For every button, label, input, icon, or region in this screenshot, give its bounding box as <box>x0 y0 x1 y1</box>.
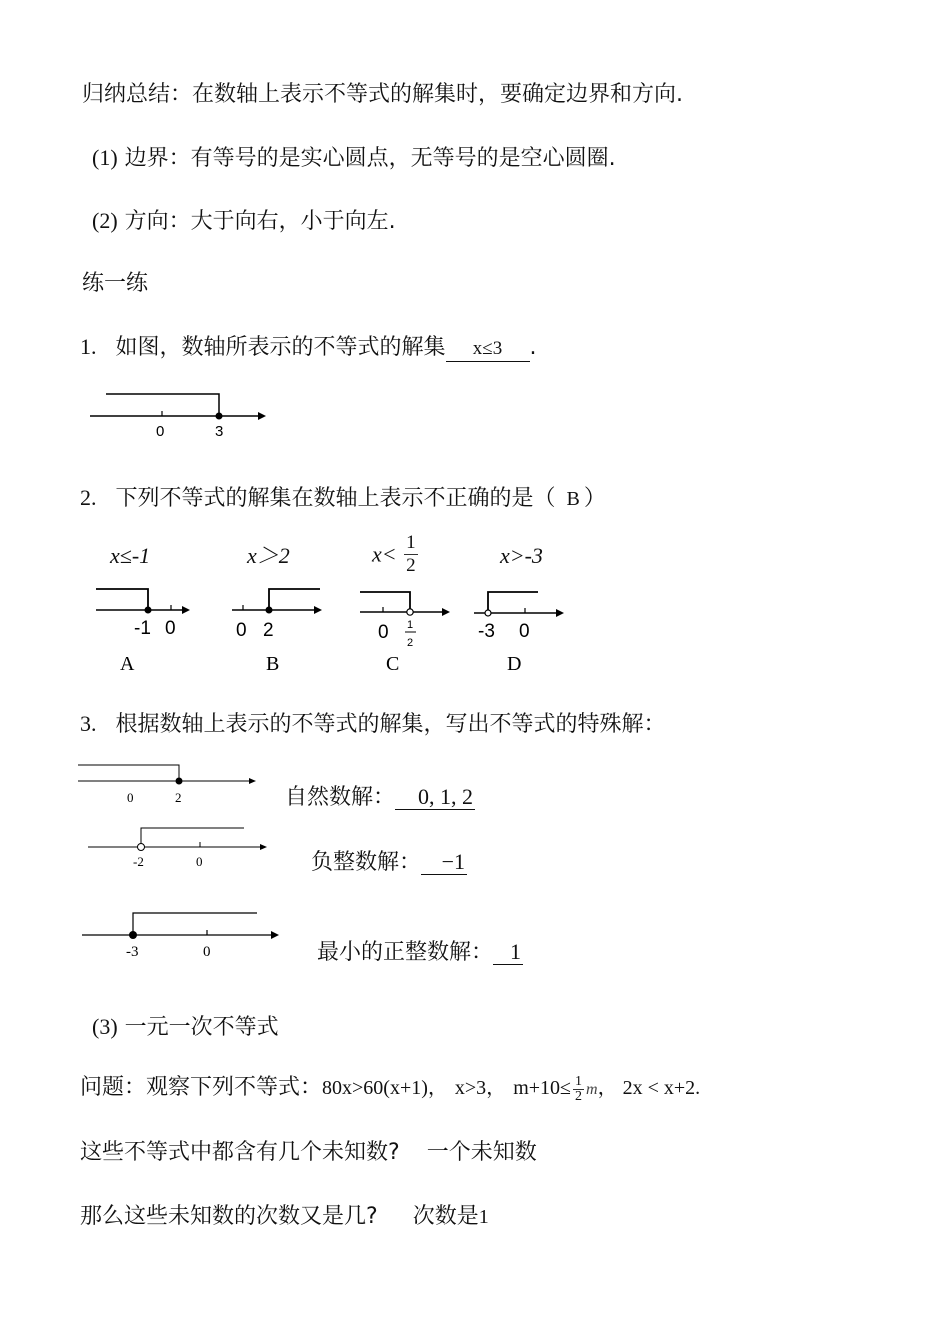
question-end: . <box>529 335 537 360</box>
number-line-positive <box>82 908 292 964</box>
natural-number-answer <box>285 784 475 812</box>
inequality-2: x>3， <box>454 1077 507 1099</box>
answer-blank: −1 <box>421 850 467 875</box>
tick-label: -1 <box>134 618 151 639</box>
inequality-1: 80x>60(x+1)， <box>322 1077 448 1099</box>
answer-label: 负整数解： <box>311 850 422 875</box>
tick-label: 0 <box>127 790 134 805</box>
question-text: 根据数轴上表示的不等式的解集，写出不等式的特殊解： <box>115 712 666 737</box>
fraction <box>404 532 418 577</box>
item-text: 方向：大于向右，小于向左. <box>124 209 396 234</box>
tick-label: -3 <box>478 621 495 642</box>
question-3 <box>80 710 666 739</box>
tick-label: 0 <box>378 622 389 643</box>
tick-label: 0 <box>519 621 530 642</box>
question-text: 如图，数轴所表示的不等式的解集 <box>115 335 446 360</box>
question-number: 1. <box>80 334 97 359</box>
question-label: 问题：观察下列不等式： <box>80 1075 323 1100</box>
option-d-inequality: x>-3 <box>500 543 543 568</box>
inequality-question <box>80 1074 700 1104</box>
fraction-numerator: 1 <box>406 532 416 553</box>
item-text: 边界：有等号的是实心圆点，无等号的是空心圆圈. <box>124 146 616 171</box>
answer-choice: B <box>566 488 580 510</box>
tick-label: 1 <box>407 619 414 631</box>
question-text: 下列不等式的解集在数轴上表示不正确的是（ <box>115 486 556 511</box>
fraction-denominator: 2 <box>406 555 416 576</box>
option-letter: C <box>386 653 400 675</box>
inequality-4: 2x < x+2. <box>622 1077 701 1099</box>
fraction-numerator: 1 <box>575 1073 582 1089</box>
answer-blank: x≤3 <box>446 337 530 362</box>
section-3-title <box>92 1013 279 1042</box>
degree-question <box>80 1203 489 1231</box>
option-a-inequality: x≤-1 <box>110 543 151 568</box>
number-line-negative <box>88 824 288 874</box>
inequality-3-separator: ， <box>597 1077 618 1099</box>
practice-heading: 练一练 <box>82 271 149 296</box>
option-letter: A <box>120 653 135 675</box>
tick-label: 0 <box>156 423 165 440</box>
inequality-3-variable: m <box>586 1081 598 1098</box>
tick-label: 0 <box>196 854 203 869</box>
answer-text: 一个未知数 <box>426 1140 537 1165</box>
tick-label: 0 <box>236 620 247 641</box>
tick-label: 2 <box>407 637 414 649</box>
number-line-option-d <box>472 580 582 675</box>
fraction-denominator: 2 <box>575 1088 582 1104</box>
fraction <box>573 1075 584 1104</box>
answer-label: 自然数解： <box>285 785 396 810</box>
inequality-variable: x< <box>372 541 397 567</box>
negative-integer-answer <box>311 849 467 877</box>
question-text: 那么这些未知数的次数又是几? <box>80 1204 378 1229</box>
inequality-3-prefix: m+10≤ <box>513 1077 571 1099</box>
number-line-option-b <box>230 580 340 675</box>
option-c-inequality <box>372 532 420 577</box>
number-line-option-a <box>94 580 204 675</box>
question-number: 3. <box>80 711 97 736</box>
question-1 <box>80 333 537 362</box>
section-title: 一元一次不等式 <box>124 1015 279 1040</box>
inequality-3 <box>513 1073 622 1104</box>
summary-title: 归纳总结：在数轴上表示不等式的解集时，要确定边界和方向. <box>82 82 683 107</box>
question-end: ） <box>583 486 606 511</box>
answer-label: 最小的正整数解： <box>317 940 494 965</box>
option-letter: D <box>507 653 522 675</box>
answer-blank: 1 <box>493 940 523 965</box>
item-number: (2) <box>92 208 118 233</box>
section-number: (3) <box>92 1014 118 1039</box>
smallest-positive-answer <box>317 939 523 967</box>
answer-text: 次数是 <box>412 1204 479 1229</box>
answer-blank: 0, 1, 2 <box>395 785 475 810</box>
option-letter: B <box>266 653 280 675</box>
question-2 <box>80 484 606 513</box>
number-line-q1 <box>88 386 288 446</box>
tick-label: -2 <box>133 854 144 869</box>
tick-label: -3 <box>126 944 139 960</box>
tick-label: 3 <box>215 423 224 440</box>
number-line-natural <box>78 760 278 810</box>
tick-label: 2 <box>175 790 182 805</box>
option-b-inequality: x＞2 <box>247 543 290 568</box>
summary-item-1 <box>92 144 616 173</box>
unknowns-question <box>80 1139 537 1167</box>
question-number: 2. <box>80 485 97 510</box>
tick-label: 0 <box>203 944 211 960</box>
number-line-option-c <box>358 580 468 675</box>
summary-item-2 <box>92 207 396 236</box>
question-text: 这些不等式中都含有几个未知数? <box>80 1140 400 1165</box>
tick-label: 2 <box>263 620 274 641</box>
answer-number: 1 <box>478 1206 489 1228</box>
item-number: (1) <box>92 145 118 170</box>
tick-label: 0 <box>165 618 176 639</box>
